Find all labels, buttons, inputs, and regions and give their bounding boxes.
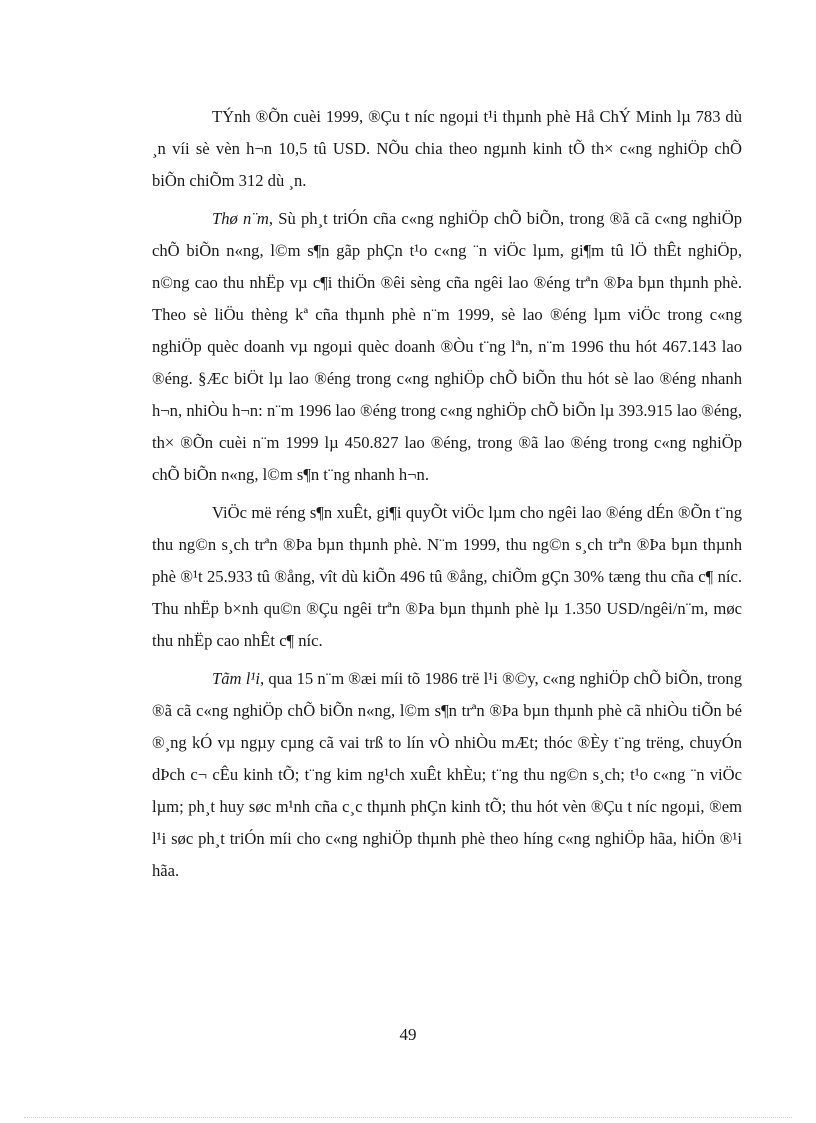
document-body (152, 101, 742, 893)
paragraph-lead: Tãm l¹i (212, 669, 260, 688)
paragraph-text: , Sù ph¸t triÓn cña c«ng nghiÖp chÕ biÕn, trong ®ã cã c«ng nghiÖp chÕ biÕn n«ng, l©m s¶n gãp phÇn t¹o c«ng ¨n viÖc lµm, gi¶m tû lÖ thÊt nghiÖp, n©ng cao thu nhËp vµ c¶i thiÖn ®êi sèng cña ngêi lao ®éng trªn ®Þa bµn thµnh phè. Theo sè liÖu thèng kª cña thµnh phè n¨m 1999, sè lao ®éng lµm viÖc trong c«ng nghiÖp quèc doanh vµ ngoµi quèc doanh ®Òu t¨ng lªn, n¨m 1996 thu hót 467.143 lao ®éng. §Æc biÖt lµ lao ®éng trong c«ng nghiÖp chÕ biÕn thu hót sè lao ®éng nhanh h¬n, nhiÒu h¬n: n¨m 1996 lao ®éng trong c«ng nghiÖp chÕ biÕn lµ 393.915 lao ®éng, th× ®Õn cuèi n¨m 1999 lµ 450.827 lao ®éng, trong ®ã lao ®éng trong c«ng nghiÖp chÕ biÕn n«ng, l©m s¶n t¨ng nhanh h¬n. (152, 209, 742, 484)
paragraph-text: , qua 15 n¨m ®æi míi tõ 1986 trë l¹i ®©y, c«ng nghiÖp chÕ biÕn, trong ®ã cã c«ng nghiÖp chÕ biÕn n«ng, l©m s¶n trªn ®Þa bµn thµnh phè cã nhiÒu tiÕn bé ®¸ng kÓ vµ ngµy cµng cã vai trß to lín vÒ nhiÒu mÆt; thóc ®Èy t¨ng trëng, chuyÓn dÞch c¬ cÊu kinh tÕ; t¨ng kim ng¹ch xuÊt khÈu; t¨ng thu ng©n s¸ch; t¹o c«ng ¨n viÖc lµm; ph¸t huy søc m¹nh cña c¸c thµnh phÇn kinh tÕ; thu hót vèn ®Çu t níc ngoµi, ®em l¹i søc ph¸t triÓn míi cho c«ng nghiÖp thµnh phè theo híng c«ng nghiÖp hãa, hiÖn ®¹i hãa. (152, 669, 742, 880)
paragraph-summary (152, 663, 742, 887)
paragraph-lead: Thø n¨m (212, 209, 269, 228)
footer-divider (24, 1117, 792, 1118)
paragraph-text: ViÖc më réng s¶n xuÊt, gi¶i quyÕt viÖc lµm cho ngêi lao ®éng dÉn ®Õn t¨ng thu ng©n s¸ch trªn ®Þa bµn thµnh phè. N¨m 1999, thu ng©n s¸ch trªn ®Þa bµn thµnh phè ®¹t 25.933 tû ®ång, vît dù kiÕn 496 tû ®ång, chiÕm gÇn 30% tæng thu cña c¶ níc. Thu nhËp b×nh qu©n ®Çu ngêi trªn ®Þa bµn thµnh phè lµ 1.350 USD/ngêi/n¨m, møc thu nhËp cao nhÊt c¶ níc. (152, 503, 742, 650)
paragraph-text: TÝnh ®Õn cuèi 1999, ®Çu t níc ngoµi t¹i thµnh phè Hå ChÝ Minh lµ 783 dù ¸n víi sè vèn h¬n 10,5 tû USD. NÕu chia theo ngµnh kinh tÕ th× c«ng nghiÖp chÕ biÕn chiÕm 312 dù ¸n. (152, 107, 742, 190)
paragraph-budget (152, 497, 742, 657)
paragraph-fifth (152, 203, 742, 491)
page-number: 49 (399, 1025, 417, 1044)
paragraph-fdi (152, 101, 742, 197)
